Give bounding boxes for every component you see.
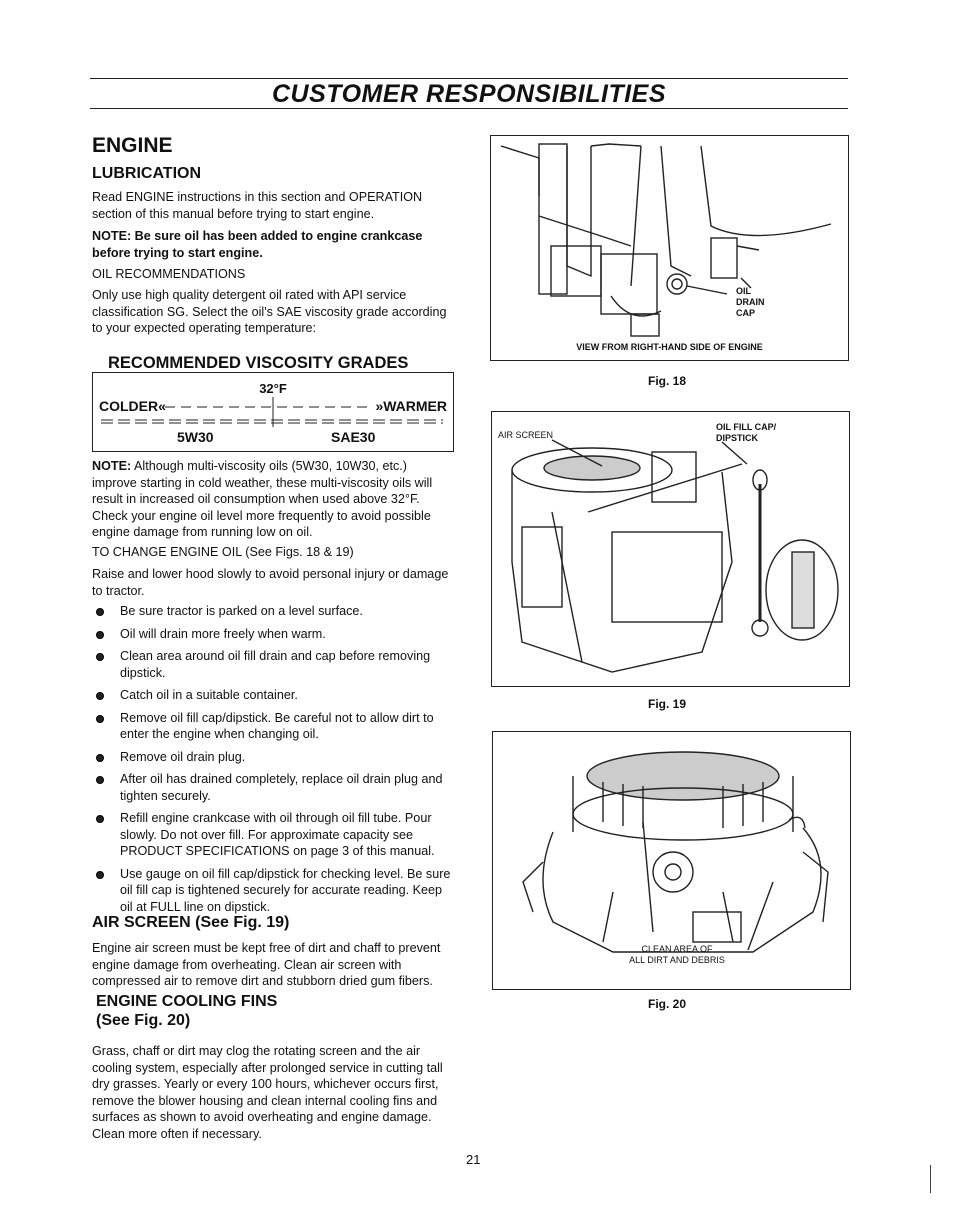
list-item: After oil has drained completely, replace oil drain plug and tighten securely. <box>92 771 452 804</box>
viscosity-temp: 32°F <box>259 381 287 396</box>
cooling-fins-text: Grass, chaff or dirt may clog the rotating screen and the air cooling system, especially after prolonged service in cutting tall dry grasses. Yearly or every 100 hours, whichever occurs first, remove the blower housing and clean internal cooling fins and surfaces as shown to avoid overheating and engine damage. Clean more often if necessary. <box>92 1044 443 1141</box>
list-item: Refill engine crankcase with oil through oil fill tube. Pour slowly. Do not over fill. For approximate capacity see PRODUCT SPECIFICATIONS on page 3 of this manual. <box>92 810 452 860</box>
list-item: Remove oil fill cap/dipstick. Be careful not to allow dirt to enter the engine when changing oil. <box>92 710 452 743</box>
air-screen-title: AIR SCREEN (See Fig. 19) <box>92 914 290 931</box>
subsection-title-lubrication: LUBRICATION <box>92 165 202 182</box>
figure-20 <box>492 731 851 990</box>
fig20-callout-line2: ALL DIRT AND DEBRIS <box>629 955 725 965</box>
viscosity-warmer-label: »WARMER <box>375 398 447 414</box>
fig18-caption: VIEW FROM RIGHT-HAND SIDE OF ENGINE <box>576 342 763 352</box>
figure-19 <box>491 411 850 687</box>
page-number: 21 <box>466 1152 481 1167</box>
fig20-callout <box>617 944 737 966</box>
fig18-label: Fig. 18 <box>648 374 687 388</box>
viscosity-colder-label: COLDER« <box>99 398 166 414</box>
fig19-callout-line2: DIPSTICK <box>716 433 759 443</box>
change-oil-heading: TO CHANGE ENGINE OIL (See Figs. 18 & 19) <box>92 545 354 559</box>
fig20-callout-line1: CLEAN AREA OF <box>641 944 713 954</box>
air-screen-text: Engine air screen must be kept free of dirt and chaff to prevent engine damage from overheating. Clean air screen with compressed air to remove dirt and stubborn dried gum fibers. <box>92 941 441 988</box>
cooling-fins-title-line1: ENGINE COOLING FINS <box>96 993 278 1010</box>
list-item: Oil will drain more freely when warm. <box>92 626 452 643</box>
cooling-fins-title <box>96 992 277 1030</box>
figure-18 <box>490 135 849 361</box>
lubrication-intro: Read ENGINE instructions in this section and OPERATION section of this manual before trying to start engine. <box>92 190 423 221</box>
oil-recommendations-text: Only use high quality detergent oil rated with API service classification SG. Select the oil's SAE viscosity grade according to your expected operating temperature: <box>92 288 447 335</box>
viscosity-grade-sae30: SAE30 <box>331 429 376 445</box>
multi-viscosity-note <box>92 458 452 541</box>
viscosity-arrows <box>93 393 453 433</box>
list-item: Remove oil drain plug. <box>92 749 452 766</box>
section-title-engine: ENGINE <box>92 134 173 157</box>
raise-hood-text: Raise and lower hood slowly to avoid personal injury or damage to tractor. <box>92 567 449 598</box>
fig18-callout-line2: DRAIN <box>736 297 765 307</box>
oil-change-steps <box>92 603 452 921</box>
header-rule-top <box>90 78 848 79</box>
note-text: Although multi-viscosity oils (5W30, 10W30, etc.) improve starting in cold weather, these multi-viscosity oils will result in increased oil consumption when used above 32°F. Check your engine oil level more frequently to avoid possible engine damage from running low on oil. <box>92 459 433 539</box>
note-label: NOTE: <box>92 459 132 473</box>
page-header: CUSTOMER RESPONSIBILITIES <box>271 80 667 108</box>
fig19-callout-line1: OIL FILL CAP/ <box>716 422 777 432</box>
margin-mark <box>930 1165 931 1193</box>
fig20-label: Fig. 20 <box>648 997 687 1011</box>
fig18-callout-line3: CAP <box>736 308 756 318</box>
viscosity-table <box>92 372 454 452</box>
fig19-label: Fig. 19 <box>648 697 687 711</box>
fig19-callout-air-screen: AIR SCREEN <box>498 430 554 440</box>
viscosity-title: RECOMMENDED VISCOSITY GRADES <box>108 354 409 372</box>
oil-recommendations-heading: OIL RECOMMENDATIONS <box>92 267 246 281</box>
fig18-callout-line1: OIL <box>736 286 751 296</box>
list-item: Catch oil in a suitable container. <box>92 687 452 704</box>
list-item: Be sure tractor is parked on a level surface. <box>92 603 452 620</box>
engine-air-screen-illustration <box>492 412 849 686</box>
lubrication-note: NOTE: Be sure oil has been added to engine crankcase before trying to start engine. <box>92 229 423 260</box>
list-item: Clean area around oil fill drain and cap before removing dipstick. <box>92 648 452 681</box>
fig19-callout-dipstick <box>716 422 776 444</box>
header-rule-bottom <box>90 108 848 109</box>
viscosity-grade-5w30: 5W30 <box>177 429 214 445</box>
cooling-fins-title-line2: (See Fig. 20) <box>96 1012 191 1029</box>
list-item: Use gauge on oil fill cap/dipstick for checking level. Be sure oil fill cap is tightened securely for accurate reading. Keep oil at FULL line on dipstick. <box>92 866 452 916</box>
fig18-callout-oil <box>736 286 765 319</box>
engine-side-view-illustration <box>491 136 848 360</box>
